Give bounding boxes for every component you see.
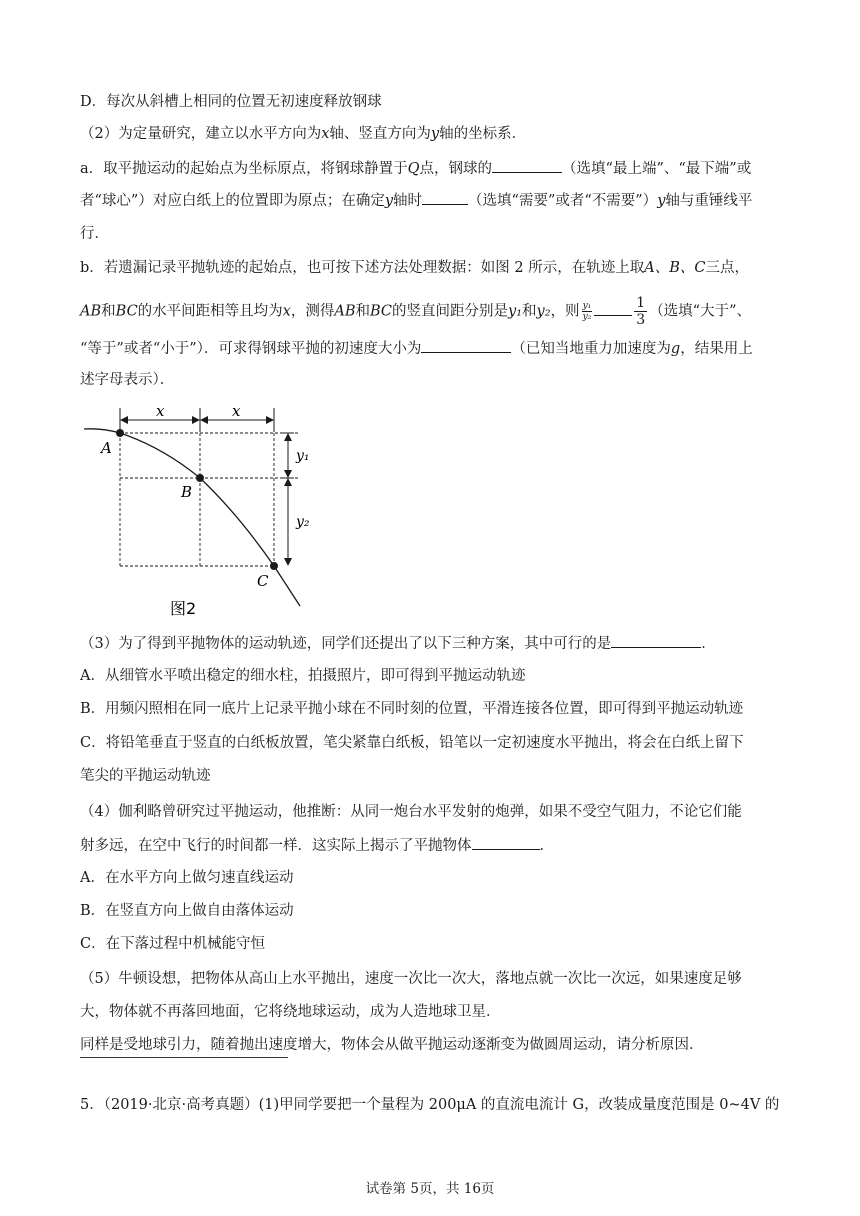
answer-blank[interactable] bbox=[594, 301, 632, 316]
q4-line-1: （4）伽利略曾研究过平抛运动，他推断：从同一炮台水平发射的炮弹，如果不受空气阻力，不论它们能 bbox=[80, 804, 742, 820]
q3-option-c-cont: 笔尖的平抛运动轨迹 bbox=[80, 768, 211, 784]
page-footer: 试卷第 5页，共 16页 bbox=[365, 1181, 495, 1197]
point-a-dot bbox=[116, 429, 124, 437]
label-point-c: C bbox=[257, 572, 269, 590]
label-x2: x bbox=[232, 402, 241, 420]
q2b-line-1: b．若遗漏记录平抛轨迹的起始点，也可按下述方法处理数据：如图 2 所示，在轨迹上取A、B、C三点， bbox=[80, 260, 749, 276]
q4-line-2: 射多远，在空中飞行的时间都一样．这实际上揭示了平抛物体 ． bbox=[80, 835, 554, 856]
point-b-dot bbox=[196, 474, 204, 482]
q3-option-b: B．用频闪照相在同一底片上记录平抛小球在不同时刻的位置，平滑连接各位置，即可得到平抛运动轨迹 bbox=[80, 701, 744, 717]
dashed-grid bbox=[120, 433, 300, 566]
option-d-line: D．每次从斜槽上相同的位置无初速度释放钢球 bbox=[80, 94, 382, 110]
q2b-line-2: AB和BC的水平间距相等且均为x，测得AB和BC的竖直间距分别是y₁和y₂，则 $\frac{\text{y₁}}{\text{y₂}}$ $\frac{1}{3}$ （选填“大于”、 bbox=[80, 295, 752, 328]
answer-blank[interactable] bbox=[472, 835, 540, 850]
q2a-line-1: a．取平抛运动的起始点为坐标原点，将钢球静置于Q点，钢球的 （选填“最上端”、“最下端”或 bbox=[80, 158, 751, 179]
q5-line-3: 同样是受地球引力，随着抛出速度增大，物体会从做平抛运动逐渐变为做圆周运动，请分析原因． bbox=[80, 1037, 704, 1053]
q5-line-2: 大，物体就不再落回地面，它将绕地球运动，成为人造地球卫星． bbox=[80, 1004, 501, 1020]
problem-5-line: 5．（2019·北京·高考真题）(1)甲同学要把一个量程为 200μA 的直流电流计 G，改装成量度范围是 0~4V 的 bbox=[80, 1097, 780, 1113]
q3-option-a: A．从细管水平喷出稳定的细水柱，拍摄照片，即可得到平抛运动轨迹 bbox=[80, 668, 526, 684]
q2a-line-3: 行． bbox=[80, 226, 109, 242]
q5-line-1: （5）牛顿设想，把物体从高山上水平抛出，速度一次比一次大，落地点就一次比一次远，如果速度足够 bbox=[80, 971, 742, 987]
label-point-b: B bbox=[181, 483, 193, 501]
ratio-fraction: $\frac{\text{y₁}}{\text{y₂}}$ bbox=[582, 301, 592, 322]
trajectory-figure bbox=[80, 400, 320, 622]
q2-intro-line: （2）为定量研究，建立以水平方向为x轴、竖直方向为y轴的坐标系． bbox=[80, 126, 527, 142]
point-c-dot bbox=[270, 562, 278, 570]
q4-option-b: B．在竖直方向上做自由落体运动 bbox=[80, 903, 294, 919]
answer-blank[interactable] bbox=[492, 158, 562, 173]
q4-option-a: A．在水平方向上做匀速直线运动 bbox=[80, 870, 294, 886]
label-point-a: A bbox=[101, 439, 112, 457]
q4-option-c: C．在下落过程中机械能守恒 bbox=[80, 936, 266, 952]
label-y1: y₁ bbox=[296, 448, 310, 464]
answer-blank[interactable] bbox=[422, 190, 468, 205]
one-third-fraction: $\frac{1}{3}$ bbox=[636, 295, 646, 328]
label-x1: x bbox=[156, 402, 165, 420]
answer-blank[interactable] bbox=[421, 338, 511, 353]
q2a-line-2: 者“球心”）对应白纸上的位置即为原点；在确定y轴时 （选填“需要”或者“不需要”）y轴与重锤线平 bbox=[80, 190, 752, 211]
label-y2: y₂ bbox=[296, 514, 310, 530]
answer-separator-line bbox=[80, 1057, 288, 1058]
q2b-line-3: “等于”或者“小于”）．可求得钢球平抛的初速度大小为 （已知当地重力加速度为g，结果用上 bbox=[80, 338, 753, 359]
q3-line: （3）为了得到平抛物体的运动轨迹，同学们还提出了以下三种方案，其中可行的是 ． bbox=[80, 633, 716, 654]
answer-blank[interactable] bbox=[611, 633, 701, 648]
q3-option-c: C．将铅笔垂直于竖直的白纸板放置，笔尖紧靠白纸板，铅笔以一定初速度水平抛出，将会在白纸上留下 bbox=[80, 735, 744, 751]
figure-caption: 图2 bbox=[170, 599, 197, 618]
q2b-line-4: 述字母表示）． bbox=[80, 372, 175, 388]
